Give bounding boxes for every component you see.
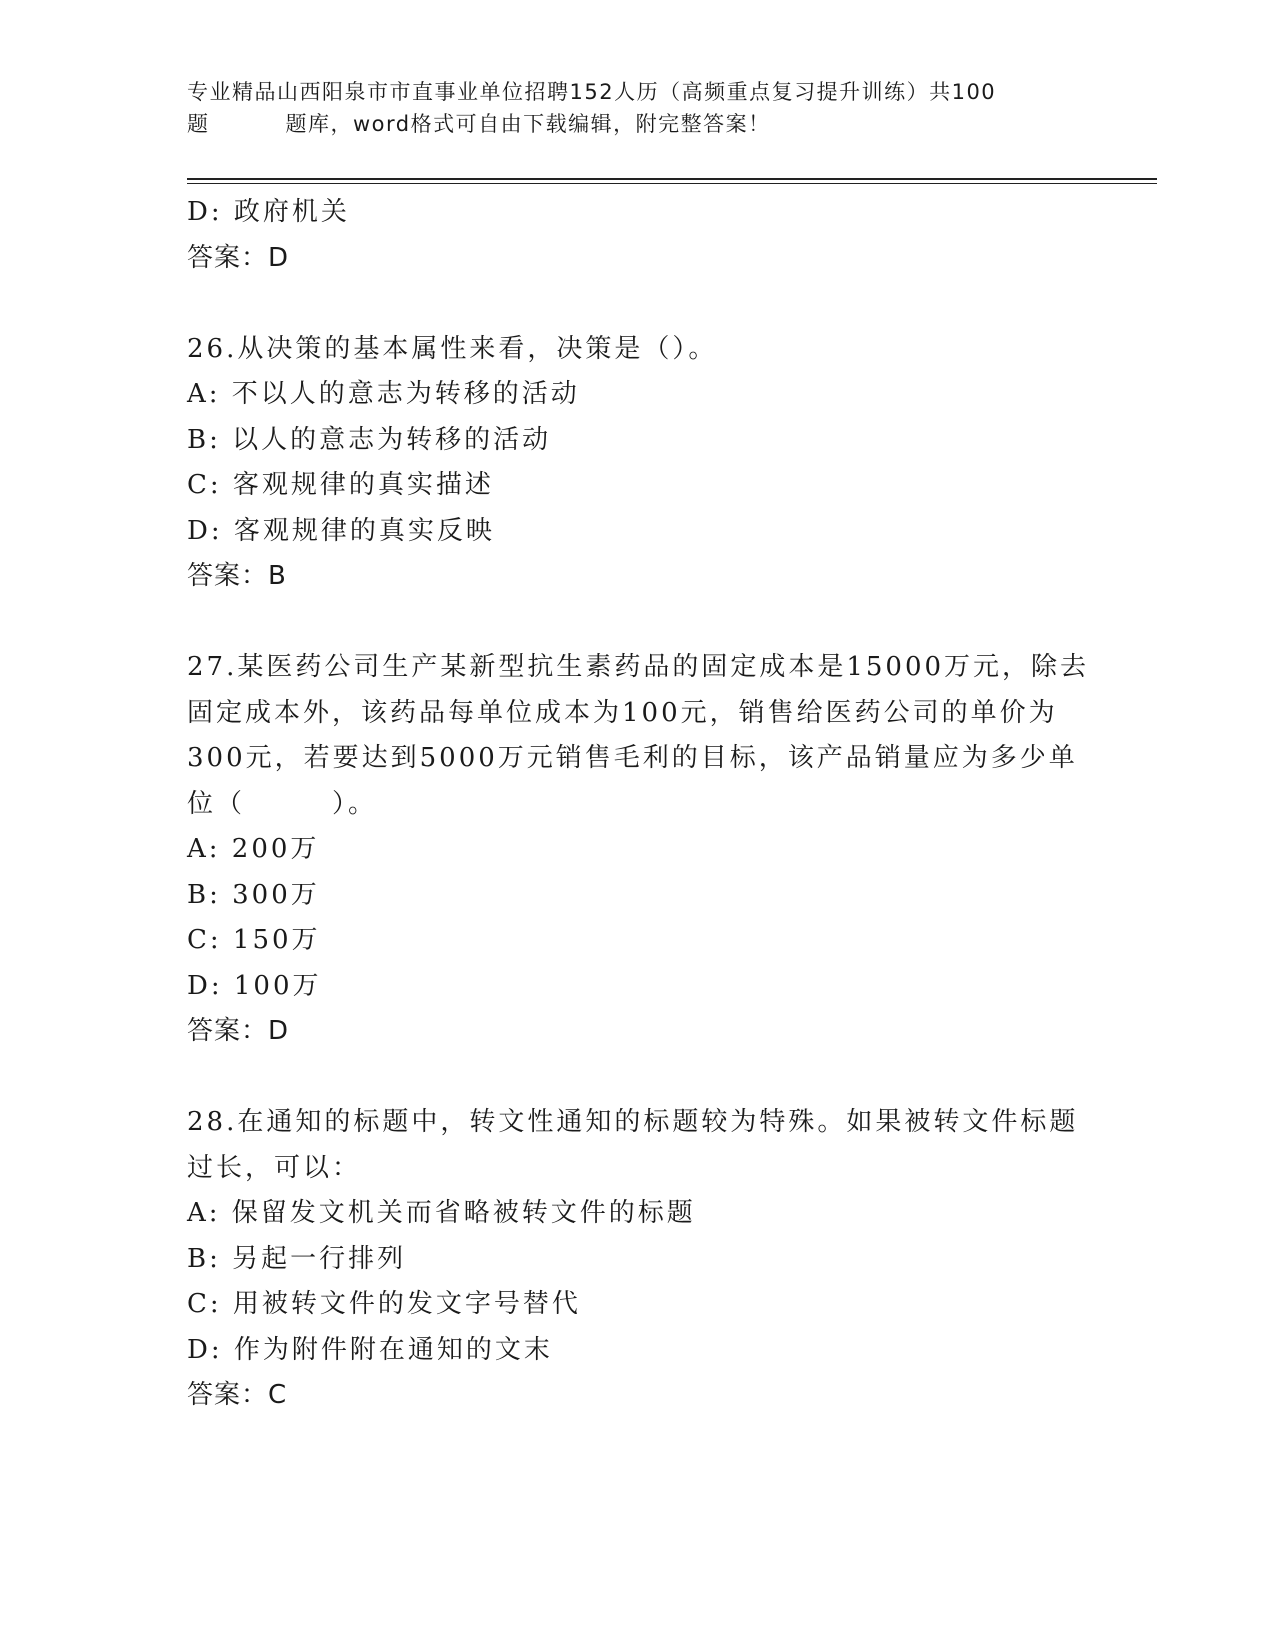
option-a: A: 保留发文机关而省略被转文件的标题 <box>187 1198 696 1228</box>
question-28 <box>187 1100 1087 1419</box>
option-b: B: 300万 <box>187 879 320 910</box>
option-c: C: 用被转文件的发文字号替代 <box>187 1289 581 1319</box>
option-d: D: 作为附件附在通知的文末 <box>187 1334 553 1365</box>
header-line2-start: 题 <box>187 112 210 136</box>
option-d: D: 政府机关 <box>187 197 350 227</box>
answer: 答案：D <box>187 1016 290 1046</box>
header-line2-rest: 题库，word格式可自由下载编辑，附完整答案！ <box>285 112 771 136</box>
question-26 <box>187 327 1087 600</box>
header-title-line1: 专业精品山西阳泉市市直事业单位招聘152人历（高频重点复习提升训练）共100 <box>187 80 997 104</box>
question-stem-line1: 28.在通知的标题中，转文性通知的标题较为特殊。如果被转文件标题 <box>187 1107 1079 1137</box>
option-d: D: 100万 <box>187 970 322 1001</box>
question-stem-line4: 位（ ）。 <box>187 788 378 819</box>
answer: 答案：D <box>187 242 290 273</box>
option-c: C: 150万 <box>187 925 321 955</box>
question-27 <box>187 645 1090 1055</box>
question-list <box>187 190 1090 1419</box>
option-a: A: 不以人的意志为转移的活动 <box>187 379 580 409</box>
answer: 答案：B <box>187 561 287 591</box>
option-d: D: 客观规律的真实反映 <box>187 515 495 546</box>
option-b: B: 以人的意志为转移的活动 <box>187 424 552 455</box>
question-stem-line2: 固定成本外，该药品每单位成本为100元，销售给医药公司的单价为 <box>187 697 1058 728</box>
header-divider-thin <box>187 183 1157 184</box>
question-stem-line1: 27.某医药公司生产某新型抗生素药品的固定成本是15000万元，除去 <box>187 652 1090 682</box>
answer: 答案：C <box>187 1380 288 1410</box>
header-title-line2 <box>187 108 1087 140</box>
page-header <box>187 76 1087 140</box>
option-b: B: 另起一行排列 <box>187 1243 407 1274</box>
question-stem: 26.从决策的基本属性来看，决策是（）。 <box>187 333 718 364</box>
question-stem-line2: 过长，可以： <box>187 1152 362 1183</box>
option-a: A: 200万 <box>187 834 320 864</box>
question-stem-line3: 300元，若要达到5000万元销售毛利的目标，该产品销量应为多少单 <box>187 743 1078 773</box>
header-divider-thick <box>187 178 1157 180</box>
option-c: C: 客观规律的真实描述 <box>187 470 494 500</box>
question-25-tail <box>187 190 1087 281</box>
